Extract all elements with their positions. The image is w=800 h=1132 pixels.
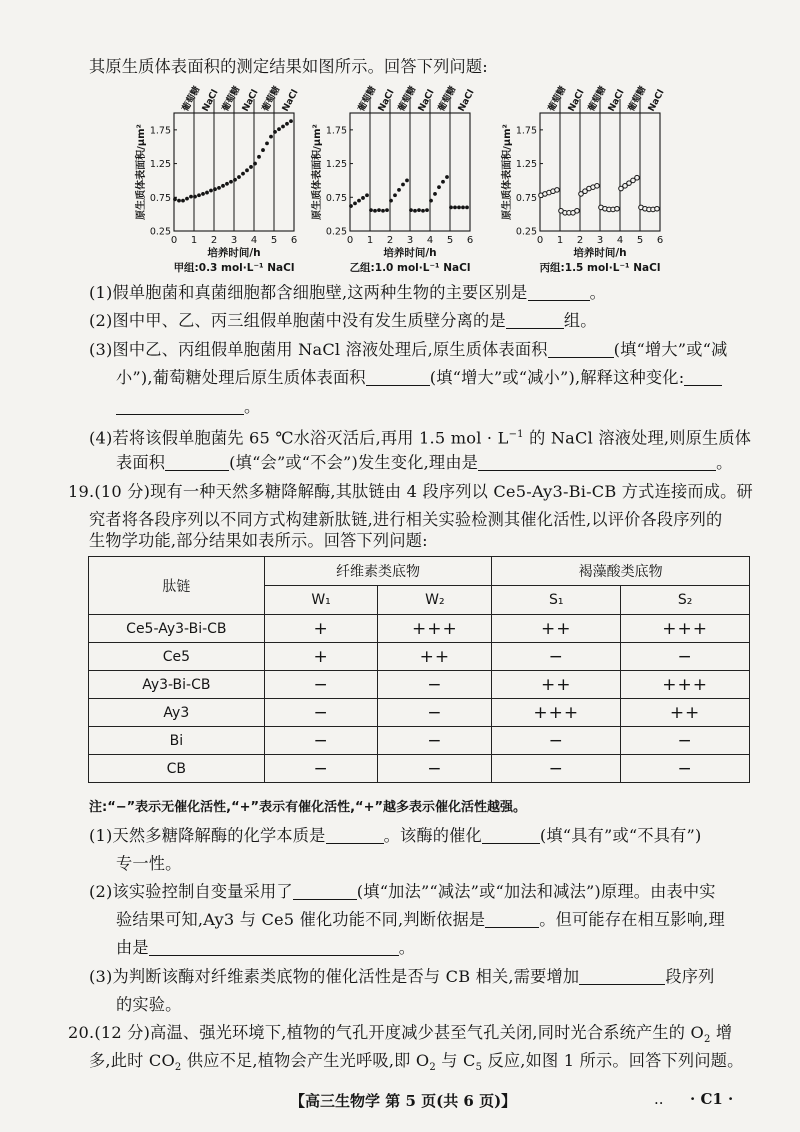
activity-cell: ++ xyxy=(378,643,492,671)
activity-cell: − xyxy=(264,755,378,783)
data-point xyxy=(635,175,640,180)
data-point xyxy=(417,208,421,212)
q19-part1-line1: (1)天然多糖降解酶的化学本质是 。该酶的催化 (填“具有”或“不具有”) xyxy=(89,826,702,845)
chart-yi-1-0M-nacl xyxy=(312,85,512,275)
y-tick-label: 0.75 xyxy=(149,192,171,204)
data-point xyxy=(261,148,265,152)
answer-blank[interactable] xyxy=(478,454,716,471)
y-tick-label: 0.75 xyxy=(515,192,537,204)
data-point xyxy=(225,182,229,186)
segment-label: 葡萄糖 xyxy=(396,84,419,114)
x-tick-label: 4 xyxy=(426,235,434,246)
table-subheader: S₁ xyxy=(492,586,621,615)
page-code: · C1 · xyxy=(690,1090,734,1108)
segment-label: NaCl xyxy=(456,88,477,114)
q18-part2: (2)图中甲、乙、丙三组假单胞菌中没有发生质壁分离的是 组。 xyxy=(89,311,597,330)
segment-label: 葡萄糖 xyxy=(626,84,649,114)
x-axis-label: 培养时间/h xyxy=(383,247,437,259)
data-point xyxy=(441,180,445,184)
data-point xyxy=(373,209,377,213)
x-axis-label: 培养时间/h xyxy=(573,247,627,259)
answer-blank[interactable] xyxy=(528,284,590,301)
y-tick-label: 0.75 xyxy=(325,192,347,204)
q19-stem-line2: 究者将各段序列以不同方式构建新肽链,进行相关实验检测其催化活性,以评价各段序列的 xyxy=(89,510,723,529)
x-tick-label: 6 xyxy=(466,235,474,246)
segment-label: 葡萄糖 xyxy=(436,84,459,114)
table-row xyxy=(89,727,750,755)
data-point xyxy=(461,206,465,210)
x-tick-label: 1 xyxy=(190,235,198,246)
data-point xyxy=(189,195,193,199)
data-point xyxy=(185,197,189,201)
activity-cell: − xyxy=(378,699,492,727)
x-tick-label: 5 xyxy=(446,235,454,246)
row-peptide-name: Ce5-Ay3-Bi-CB xyxy=(89,615,265,643)
q19-part3-line1: (3)为判断该酶对纤维素类底物的催化活性是否与 CB 相关,需要增加 段序列 xyxy=(89,967,715,986)
x-tick-label: 1 xyxy=(556,235,564,246)
activity-cell: ++ xyxy=(621,699,750,727)
q19-stem-line1: 19.(10 分)现有一种天然多糖降解酶,其肽链由 4 段序列以 Ce5-Ay3-Bi-CB 方式连接而成。研 xyxy=(68,482,753,501)
answer-blank[interactable] xyxy=(506,312,564,329)
data-point xyxy=(353,201,357,205)
data-point xyxy=(269,135,273,139)
q19-part2-line2: 验结果可知,Ay3 与 Ce5 催化功能不同,判断依据是 。但可能存在相互影响,理 xyxy=(116,910,725,929)
table-note: 注:“−”表示无催化活性,“+”表示有催化活性,“+”越多表示催化活性越强。 xyxy=(89,800,527,815)
data-point xyxy=(369,208,373,212)
table-row xyxy=(89,699,750,727)
data-point xyxy=(405,179,409,183)
data-point xyxy=(393,193,397,197)
data-point xyxy=(205,191,209,195)
data-point xyxy=(193,195,197,199)
activity-cell: +++ xyxy=(621,615,750,643)
footer-dots: .. xyxy=(654,1090,664,1108)
answer-blank[interactable] xyxy=(149,939,399,956)
table-row xyxy=(89,643,750,671)
data-point xyxy=(453,206,457,210)
table-row xyxy=(89,755,750,783)
data-point xyxy=(385,208,389,212)
data-point xyxy=(349,204,353,208)
data-point xyxy=(425,208,429,212)
activity-table xyxy=(88,556,750,783)
answer-blank[interactable] xyxy=(482,827,540,844)
x-tick-label: 3 xyxy=(406,235,414,246)
segment-label: NaCl xyxy=(376,88,397,114)
q18-part1: (1)假单胞菌和真菌细胞都含细胞壁,这两种生物的主要区别是 。 xyxy=(89,283,606,302)
data-point xyxy=(413,209,417,213)
x-tick-label: 1 xyxy=(366,235,374,246)
segment-label: 葡萄糖 xyxy=(260,84,283,114)
segment-label: NaCl xyxy=(646,88,667,114)
data-point xyxy=(457,206,461,210)
x-tick-label: 0 xyxy=(346,235,354,246)
q18-part3-line2: 小”),葡萄糖处理后原生质体表面积 (填“增大”或“减小”),解释这种变化: xyxy=(116,367,722,389)
y-tick-label: 0.25 xyxy=(515,226,537,238)
data-point xyxy=(615,206,620,211)
activity-cell: − xyxy=(264,727,378,755)
data-point xyxy=(285,122,289,126)
data-point xyxy=(421,209,425,213)
y-tick-label: 1.75 xyxy=(515,125,537,137)
answer-blank[interactable] xyxy=(116,398,244,415)
activity-cell: + xyxy=(264,615,378,643)
data-point xyxy=(377,208,381,212)
activity-cell: − xyxy=(264,699,378,727)
data-point xyxy=(237,175,241,179)
activity-cell: − xyxy=(492,643,621,671)
segment-label: NaCl xyxy=(416,88,437,114)
data-point xyxy=(437,185,441,189)
q18-part4-line1: (4)若将该假单胞菌先 65 ℃水浴灭活后,再用 1.5 mol · $L^{-1}$ 的 NaCl 溶液处理,则原生质体 xyxy=(89,428,752,448)
answer-blank[interactable] xyxy=(485,911,539,928)
q18-part3-line1: (3)图中乙、丙组假单胞菌用 NaCl 溶液处理后,原生质体表面积 (填“增大”或“减 xyxy=(89,340,728,359)
data-point xyxy=(381,209,385,213)
data-point xyxy=(277,127,281,131)
x-tick-label: 2 xyxy=(386,235,394,246)
x-tick-label: 5 xyxy=(636,235,644,246)
answer-blank[interactable] xyxy=(293,883,357,900)
chart-title: 乙组:1.0 mol·L⁻¹ NaCl xyxy=(349,262,471,274)
data-point xyxy=(433,192,437,196)
q18-part4-line2: 表面积 (填“会”或“不会”)发生变化,理由是 。 xyxy=(116,453,733,472)
x-tick-label: 0 xyxy=(536,235,544,246)
data-point xyxy=(449,206,453,210)
data-point xyxy=(173,197,177,201)
data-point xyxy=(221,184,225,188)
x-tick-label: 5 xyxy=(270,235,278,246)
segment-label: 葡萄糖 xyxy=(546,84,569,114)
data-point xyxy=(397,188,401,192)
data-point xyxy=(445,175,449,179)
row-peptide-name: CB xyxy=(89,755,265,783)
data-point xyxy=(555,188,560,193)
data-point xyxy=(429,199,433,203)
data-point xyxy=(401,183,405,187)
data-point xyxy=(289,119,293,123)
table-row xyxy=(89,671,750,699)
activity-cell: − xyxy=(621,727,750,755)
segment-label: NaCl xyxy=(606,88,627,114)
y-tick-label: 0.25 xyxy=(149,226,171,238)
y-axis-label: 原生质体表面积/μm² xyxy=(502,124,513,220)
activity-cell: − xyxy=(492,727,621,755)
q20-stem-line1: 20.(12 分)高温、强光环境下,植物的气孔开度减少甚至气孔关闭,同时光合系统产生的 $O_2$ 增 xyxy=(68,1023,733,1046)
y-axis-label: 原生质体表面积/μm² xyxy=(312,124,323,220)
data-point xyxy=(281,125,285,129)
data-point xyxy=(253,162,257,166)
x-tick-label: 6 xyxy=(290,235,298,246)
x-tick-label: 4 xyxy=(250,235,258,246)
data-point xyxy=(201,192,205,196)
activity-cell: +++ xyxy=(492,699,621,727)
activity-cell: − xyxy=(378,671,492,699)
table-subheader: W₂ xyxy=(378,586,492,615)
segment-label: NaCl xyxy=(280,88,301,114)
activity-cell: − xyxy=(492,755,621,783)
segment-label: NaCl xyxy=(566,88,587,114)
q20-stem-line2: 多,此时 $CO_2$ 供应不足,植物会产生光呼吸,即 $O_2$ 与 $C_5$ 反应,如图 1 所示。回答下列问题。 xyxy=(89,1051,744,1074)
data-point xyxy=(209,189,213,193)
y-tick-label: 1.25 xyxy=(149,159,171,171)
data-point xyxy=(229,180,233,184)
chart-title: 甲组:0.3 mol·L⁻¹ NaCl xyxy=(173,262,295,274)
intro-text: 其原生质体表面积的测定结果如图所示。回答下列问题: xyxy=(89,57,488,76)
answer-blank[interactable] xyxy=(548,341,614,358)
activity-cell: +++ xyxy=(378,615,492,643)
segment-label: 葡萄糖 xyxy=(356,84,379,114)
activity-cell: − xyxy=(378,755,492,783)
q19-part2-line3: 由是 。 xyxy=(116,938,416,957)
y-axis-label: 原生质体表面积/μm² xyxy=(136,124,147,220)
chart-title: 丙组:1.5 mol·L⁻¹ NaCl xyxy=(539,262,661,274)
row-peptide-name: Bi xyxy=(89,727,265,755)
data-point xyxy=(575,208,580,213)
answer-blank[interactable] xyxy=(684,369,722,386)
data-point xyxy=(217,186,221,190)
x-tick-label: 2 xyxy=(576,235,584,246)
y-tick-label: 0.25 xyxy=(325,226,347,238)
x-tick-label: 3 xyxy=(230,235,238,246)
q19-part1-line2: 专一性。 xyxy=(116,854,182,873)
data-point xyxy=(233,178,237,182)
data-point xyxy=(409,208,413,212)
data-point xyxy=(245,168,249,172)
data-point xyxy=(249,165,253,169)
data-point xyxy=(257,155,261,159)
row-peptide-name: Ay3 xyxy=(89,699,265,727)
chart-bing-1-5M-nacl xyxy=(502,85,702,275)
activity-cell: − xyxy=(621,643,750,671)
chart-jia-0-3M-nacl xyxy=(136,85,336,275)
activity-cell: +++ xyxy=(621,671,750,699)
row-peptide-name: Ce5 xyxy=(89,643,265,671)
table-subheader: W₁ xyxy=(264,586,378,615)
x-tick-label: 6 xyxy=(656,235,664,246)
segment-label: 葡萄糖 xyxy=(586,84,609,114)
data-point xyxy=(273,130,277,134)
data-point xyxy=(181,199,185,203)
y-tick-label: 1.75 xyxy=(149,125,171,137)
data-point xyxy=(357,199,361,203)
data-point xyxy=(361,196,365,200)
row-peptide-name: Ay3-Bi-CB xyxy=(89,671,265,699)
data-point xyxy=(595,184,600,189)
table-row xyxy=(89,615,750,643)
x-tick-label: 2 xyxy=(210,235,218,246)
data-point xyxy=(389,199,393,203)
segment-label: NaCl xyxy=(200,88,221,114)
q19-stem-line3: 生物学功能,部分结果如表所示。回答下列问题: xyxy=(89,531,428,550)
y-tick-label: 1.25 xyxy=(325,159,347,171)
data-point xyxy=(241,172,245,176)
answer-blank[interactable] xyxy=(579,968,665,985)
segment-label: 葡萄糖 xyxy=(180,84,203,114)
data-point xyxy=(465,206,469,210)
answer-blank[interactable] xyxy=(326,827,384,844)
x-axis-label: 培养时间/h xyxy=(207,247,261,259)
table-header-alginate: 褐藻酸类底物 xyxy=(492,557,750,586)
data-point xyxy=(655,206,660,211)
answer-blank[interactable] xyxy=(366,369,430,386)
data-point xyxy=(365,193,369,197)
x-tick-label: 4 xyxy=(616,235,624,246)
y-tick-label: 1.75 xyxy=(325,125,347,137)
activity-cell: ++ xyxy=(492,615,621,643)
activity-cell: ++ xyxy=(492,671,621,699)
x-tick-label: 0 xyxy=(170,235,178,246)
page-footer: 【高三生物学 第 5 页(共 6 页)】 xyxy=(290,1092,517,1110)
activity-cell: + xyxy=(264,643,378,671)
data-point xyxy=(197,193,201,197)
q18-part3-line3: 。 xyxy=(116,396,260,418)
y-tick-label: 1.25 xyxy=(515,159,537,171)
table-header-cellulose: 纤维素类底物 xyxy=(264,557,492,586)
activity-cell: − xyxy=(378,727,492,755)
data-point xyxy=(265,141,269,145)
table-header-peptide: 肽链 xyxy=(89,557,265,615)
activity-cell: − xyxy=(264,671,378,699)
table-subheader: S₂ xyxy=(621,586,750,615)
data-point xyxy=(177,199,181,203)
x-tick-label: 3 xyxy=(596,235,604,246)
segment-label: NaCl xyxy=(240,88,261,114)
segment-label: 葡萄糖 xyxy=(220,84,243,114)
q19-part2-line1: (2)该实验控制自变量采用了 (填“加法”“减法”或“加法和减法”)原理。由表中实 xyxy=(89,882,716,901)
answer-blank[interactable] xyxy=(165,454,229,471)
activity-cell: − xyxy=(621,755,750,783)
data-point xyxy=(213,187,217,191)
q19-part3-line2: 的实验。 xyxy=(116,995,182,1014)
